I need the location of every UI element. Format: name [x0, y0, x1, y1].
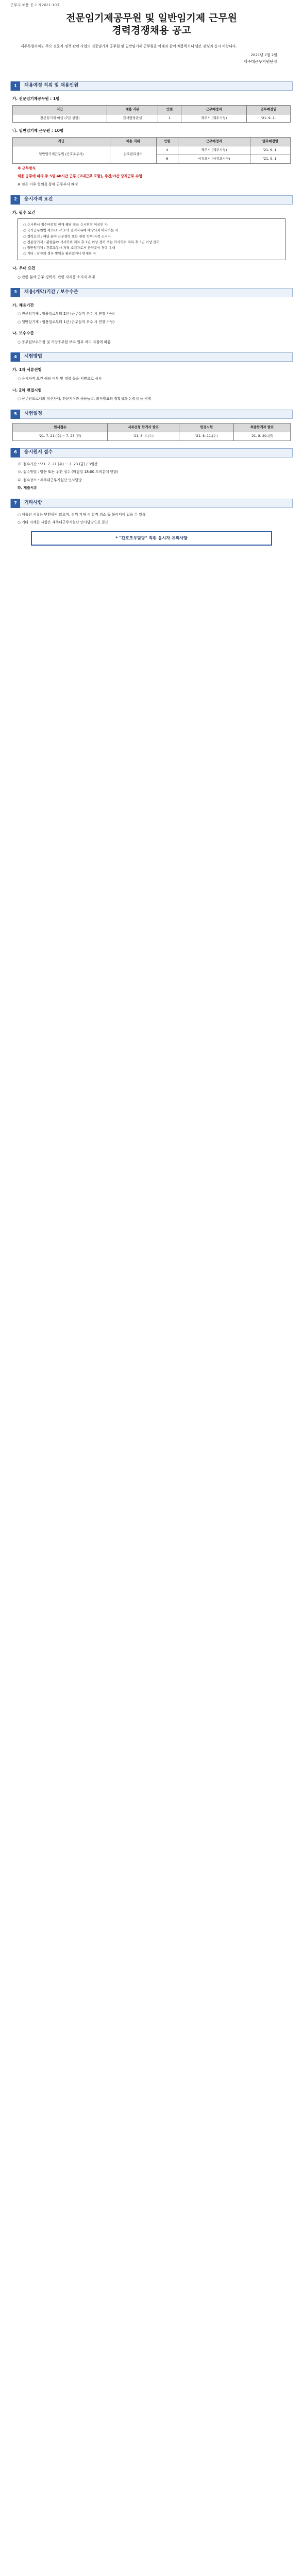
- section-2-header: 2 응시자격 요건: [10, 195, 293, 205]
- apply-period: 가. 접수기간 : '21. 7. 21.(수) ~ 7. 23.(금) / 3일간: [18, 462, 98, 466]
- sub-heading: 나. 보수수준: [12, 331, 34, 336]
- position-table-1: 직급 채용 직위 인원 근무예정지 업무예정일 전문임기제 마급 (7급 상당) 감사담당관실 1 제주시 (제주시청) '21. 9. 1.: [12, 105, 291, 123]
- section-4-header: 4 시험방법: [10, 352, 293, 362]
- docs-title: 라. 제출서류: [18, 486, 37, 490]
- sub-heading: 가. 전문임기제공무원 : 1명: [12, 96, 60, 101]
- sub-heading: 가. 1차 서류전형: [12, 367, 42, 372]
- section-7-header: 7 기타사항: [10, 499, 293, 508]
- page-title: 전문임기제공무원 및 일반임기제 근무원: [66, 12, 237, 24]
- work-title: ※ 근무방식: [18, 166, 36, 171]
- etc-text-2: ○ 기타 자세한 사항은 제주대근무지원단 인사담당으로 문의: [18, 520, 109, 525]
- exam-1-text: ○ 응시자격 요건 해당 여부 및 경력 등을 서면으로 심사: [18, 377, 102, 381]
- work-text-1: 채용 공무에 따라 주 5일 40시간 근무 (교대근무 포함), 주간/야간 당직근무 수행: [18, 174, 142, 179]
- period-text: ○ 전문임기제 : 임용일로부터 2년 (근무실적 우수 시 연장 가능): [18, 312, 115, 316]
- schedule-table: 원서접수 서류전형 합격자 발표 면접시험 최종합격자 발표 '21. 7. 21.(수) ~ 7. 23.(금) '21. 8. 4.(수) '21. 8. 11.(수) '21. 8. 20.(금): [12, 423, 291, 441]
- work-text-2: ※ 임용 이후 협의를 통해 근무부서 배정: [18, 182, 78, 187]
- sub-heading: 나. 2차 면접시험: [12, 387, 42, 393]
- sub-heading: 가. 채용기간: [12, 302, 34, 308]
- apply-place: 다. 접수장소 : 제주대근무지원단 인사담당: [18, 478, 82, 482]
- position-table-2: 직급 채용 직위 인원 근무예정지 업무예정일 일반임기제근무원 (간호조무사) 감호관리센터 4 제주시 (제주시청) '21. 9. 1. 6 서귀포시 (서귀포시청) '21. 9. 1.: [12, 137, 291, 164]
- caution-box: * "간호조무담당" 직위 응시자 유의사항: [31, 531, 272, 546]
- intro-text: 제주특별자치도 주요 전문직 정책 관련 사업의 전문임기제 공무원 및 일반임기제 근무원을 아래와 같이 채용하오니 많은 관심과 응시 바랍니다.: [21, 44, 237, 48]
- pay-text: ○ 공무원보수규정 및 지방공무원 보수 업무 처리 지침에 따름: [18, 340, 111, 344]
- section-3-header: 3 채용(계약)기간 / 보수수준: [10, 288, 293, 297]
- apply-method: 나. 접수방법 : 방문 또는 우편 접수 (마감일 18:00 도착분에 한함): [18, 470, 119, 474]
- page-title-2: 경력경쟁채용 공고: [112, 25, 191, 37]
- qualification-box: ○ 응시원서 접수마감일 현재 해당 직급 응시연령 이상인 자 ○ 국가공무원법 제33조 각 호의 결격사유에 해당되지 아니하는 자 ○ 경력요건 : 해당 분야 근무경력 또는 관련 학위·자격 소지자 ○ 전문임기제 : 관련분야 석사학위 취득 후 1년 이상 경력 또는 학사학위 취득 후 3년 이상 경력 ○ 일반임기제 : 간호조무사 자격 소지자로서 관련분야 경력 우대 ○ 기타 : 남자의 경우 병역을 필하였거나 면제된 자: [18, 218, 285, 260]
- section-1-header: 1 채용예정 직위 및 채용인원: [10, 81, 293, 91]
- section-6-header: 6 응시원서 접수: [10, 448, 293, 457]
- sub-heading: 나. 우대 요건: [12, 266, 36, 271]
- period-text-2: ○ 일반임기제 : 임용일로부터 1년 (근무실적 우수 시 연장 가능): [18, 319, 115, 324]
- section-5-header: 5 시험일정: [10, 410, 293, 419]
- etc-text: ○ 제출된 서류는 반환하지 않으며, 허위 기재 시 합격 취소 등 불이익이 있을 수 있음: [18, 512, 146, 517]
- sub-heading: 가. 필수 요건: [12, 210, 36, 215]
- preference-text: ○ 관련 분야 근무 경력자, 관련 자격증 소지자 우대: [18, 275, 95, 279]
- top-label: 근무지 채용 공고 제2021-10호: [10, 3, 60, 7]
- signer: 제주대근무지원단장: [243, 59, 277, 64]
- sub-heading: 나. 일반임기제 근무원 : 10명: [12, 128, 64, 133]
- announcement-date: 2021년 7월 2일: [250, 53, 277, 57]
- exam-2-text: ○ 공무원으로서의 정신자세, 전문지식과 응용능력, 의사발표의 정확성과 논리성 등 평정: [18, 397, 152, 401]
